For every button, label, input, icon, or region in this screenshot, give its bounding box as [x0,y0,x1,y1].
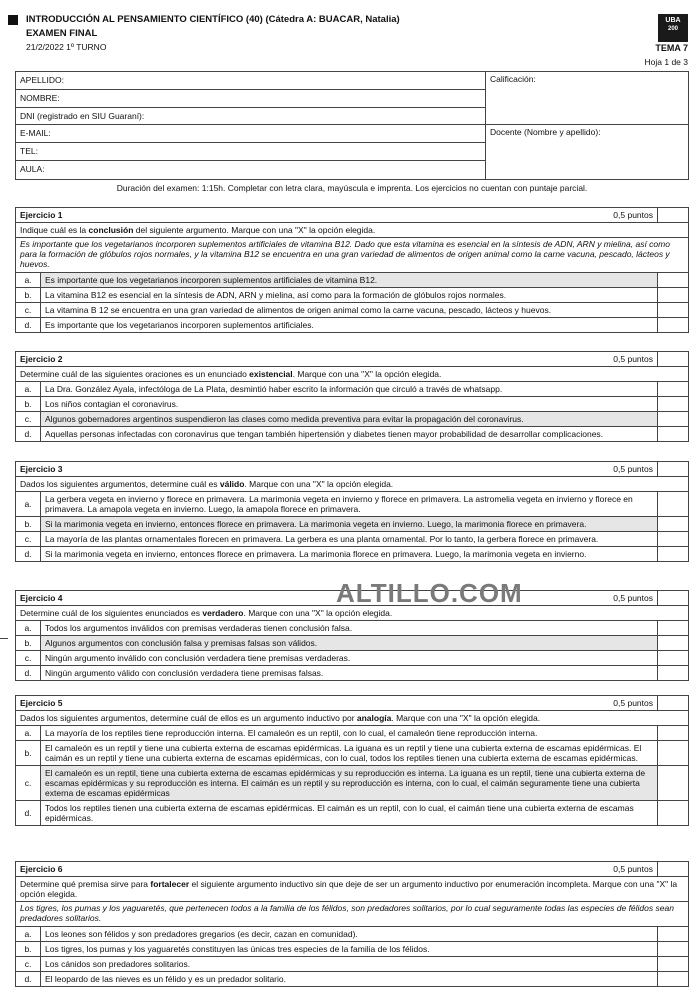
instruction-text: . Marque con una "X" la opción elegida. [391,713,541,723]
field-apellido[interactable]: APELLIDO: [16,72,485,90]
option-row [16,517,688,532]
answer-checkbox[interactable] [657,927,688,941]
exercise-instruction [16,877,688,902]
option-letter: d. [16,666,41,680]
exercise-points: 0,5 puntos [613,864,653,874]
option-text: Es importante que los vegetarianos incorporen suplementos artificiales. [45,320,314,330]
option-row [16,636,688,651]
exercise-2 [15,351,689,442]
option-letter: a. [16,273,41,287]
exercise-header [16,208,688,223]
option-letter: b. [16,397,41,411]
instruction-keyword: existencial [249,369,293,379]
exercise-points: 0,5 puntos [613,354,653,364]
option-text: Los cánidos son predadores solitarios. [45,959,191,969]
option-text: El camaleón es un reptil, tiene una cubierta externa de escamas epidérmicas y su reproducción es interna. La iguana es un reptil, tiene una cubierta externa de escamas epidérmicas y su reproducción es interna. El caimán es un reptil y su reproducción es interna, con lo cual, el caimán seguramente tiene una cubierta externa de escamas epidérmicas [41,766,657,800]
answer-checkbox[interactable] [657,273,688,287]
option-row [16,492,688,517]
instruction-keyword: válido [219,479,245,489]
option-text: El leopardo de las nieves es un félido y es un predador solitario. [45,974,286,984]
instruction-text: Dados los siguientes argumentos, determine cuál de ellos es un argumento inductivo por [20,713,357,723]
answer-checkbox[interactable] [657,621,688,635]
answer-checkbox[interactable] [657,517,688,531]
option-text: La vitamina B12 es esencial en la síntesis de ADN, ARN y mielina, así como para la formación de glóbulos rojos normales. [45,290,507,300]
option-text: Si la marimonia vegeta en invierno, entonces florece en primavera. La marimonia florece en primavera. Luego, la marimonia vegeta en invierno. [45,549,587,559]
option-row [16,726,688,741]
option-row [16,273,688,288]
option-letter: a. [16,927,41,941]
answer-checkbox[interactable] [657,492,688,516]
exercise-argument: Los tigres, los pumas y los yaguaretés, que pertenecen todos a la familia de los félidos, son predadores solitarios, por lo cual seguramente todas las especies de félidos sean predadores solitarios. [16,902,688,927]
option-letter: c. [16,957,41,971]
answer-checkbox[interactable] [657,382,688,396]
answer-checkbox[interactable] [657,741,688,765]
option-row [16,303,688,318]
option-row [16,651,688,666]
instruction-text: el siguiente argumento inductivo sin que deje de ser un argumento inductivo por enumeración incompleta. Marque con una "X" la opción elegida. [20,879,678,899]
option-row [16,621,688,636]
exercise-points: 0,5 puntos [613,698,653,708]
page-number: Hoja 1 de 3 [644,57,688,67]
instruction-text: del siguiente argumento. Marque con una "X" la opción elegida. [133,225,376,235]
exercise-argument: Es importante que los vegetarianos incorporen suplementos artificiales de vitamina B12. Dado que esta vitamina es esencial en la síntesis de ADN, ARN y mielina, así como para la formación de glóbulos rojos normales, y la vitamina B12 se encuentra en una gran variedad de alimentos de origen animal como la carne vacuna, pescado, lácteos y huevos. [16,238,688,273]
grading-area [486,72,688,179]
option-row [16,766,688,801]
exercise-instruction [16,711,688,726]
option-letter: d. [16,801,41,825]
option-row [16,427,688,441]
option-letter: b. [16,288,41,302]
student-id-box [15,71,689,180]
option-letter: c. [16,412,41,426]
option-text: Algunos argumentos con conclusión falsa y premisas falsas son válidos. [41,636,657,650]
option-text: La mayoría de las plantas ornamentales florecen en primavera. La gerbera es una planta ornamental. Por lo tanto, la gerbera florece en primavera. [45,534,599,544]
exercise-points: 0,5 puntos [613,593,653,603]
answer-checkbox[interactable] [657,972,688,986]
option-text: Ningún argumento válido con conclusión verdadera tiene premisas falsas. [45,668,324,678]
answer-checkbox[interactable] [657,666,688,680]
exercise-title: Ejercicio 2 [20,354,63,364]
option-letter: b. [16,942,41,956]
option-row [16,382,688,397]
instruction-text: Indique cuál es la [20,225,89,235]
option-letter: c. [16,532,41,546]
exam-date: 21/2/2022 1º TURNO [26,42,107,52]
exercise-header [16,862,688,877]
exercise-title: Ejercicio 6 [20,864,63,874]
score-box[interactable] [657,208,688,222]
margin-mark [0,638,8,639]
option-text: La mayoría de los reptiles tiene reproducción interna. El camaleón es un reptil, con lo cual, el camaleón tiene reproducción interna. [45,728,538,738]
logo-text-top: UBA [665,17,681,24]
option-text: Los tigres, los pumas y los yaguaretés constituyen las únicas tres especies de la familia de los félidos. [45,944,430,954]
option-text: Aquellas personas infectadas con coronavirus que tengan también hipertensión y diabetes tienen mayor probabilidad de desarrollar complicaciones. [45,429,604,439]
option-text: La gerbera vegeta en invierno y florece en primavera. La marimonia vegeta en invierno y florece en primavera. La astromelia vegeta en invierno y florece en primavera. La amapola vegeta en invierno. Luego, la amapola florece en primavera. [45,494,633,514]
answer-checkbox[interactable] [657,636,688,650]
option-text: La Dra. González Ayala, infectóloga de La Plata, desmintió haber escrito la información que circuló a través de whatsapp. [45,384,503,394]
calificacion-field[interactable]: Calificación: [486,72,688,125]
exercise-5 [15,695,689,826]
instruction-keyword: verdadero [202,608,244,618]
exercise-header [16,462,688,477]
option-letter: c. [16,303,41,317]
instruction-keyword: conclusión [88,225,134,235]
exercise-header [16,696,688,711]
exercise-header [16,352,688,367]
option-row [16,318,688,332]
id-fields [16,72,486,179]
answer-checkbox[interactable] [657,766,688,800]
answer-checkbox[interactable] [657,318,688,332]
course-title: INTRODUCCIÓN AL PENSAMIENTO CIENTÍFICO (40) (Cátedra A: BUACAR, Natalia) [26,14,400,25]
option-letter: a. [16,382,41,396]
answer-checkbox[interactable] [657,288,688,302]
header-marker [8,15,18,25]
exercise-title: Ejercicio 1 [20,210,63,220]
instruction-text: Determine cuál de las siguientes oraciones es un enunciado [20,369,250,379]
option-row [16,927,688,942]
field-nombre[interactable]: NOMBRE: [16,90,485,108]
answer-checkbox[interactable] [657,957,688,971]
option-letter: b. [16,636,41,650]
exercise-title: Ejercicio 5 [20,698,63,708]
option-letter: a. [16,492,41,516]
instruction-keyword: analogía [356,713,392,723]
answer-checkbox[interactable] [657,942,688,956]
answer-checkbox[interactable] [657,651,688,665]
instruction-keyword: fortalecer [150,879,190,889]
instruction-text: . Marque con una "X" la opción elegida. [244,479,394,489]
exam-type: EXAMEN FINAL [26,28,98,39]
option-row [16,957,688,972]
option-row [16,532,688,547]
exercise-title: Ejercicio 4 [20,593,63,603]
option-letter: a. [16,621,41,635]
answer-checkbox[interactable] [657,397,688,411]
instruction-text: Determine qué premisa sirve para [20,879,151,889]
field-dni[interactable]: DNI (registrado en SIU Guaraní): [16,108,485,126]
option-letter: b. [16,517,41,531]
option-text: El camaleón es un reptil y tiene una cubierta externa de escamas epidérmicas. La iguana es un reptil y tiene una cubierta externa de escamas epidérmicas. El caimán es un reptil y tiene una cubierta externa de escamas epidérmicas, con lo cual, todos los reptiles tienen una cubierta externa de escamas epidérmicas. [45,743,642,763]
option-letter: d. [16,972,41,986]
option-text: Los niños contagian el coronavirus. [45,399,179,409]
answer-checkbox[interactable] [657,427,688,441]
field-email[interactable]: E-MAIL: [16,125,485,143]
option-row [16,547,688,561]
answer-checkbox[interactable] [657,303,688,317]
score-box[interactable] [657,862,688,876]
option-letter: c. [16,651,41,665]
option-row [16,412,688,427]
watermark: ALTILLO.COM [336,578,523,608]
option-row [16,741,688,766]
instruction-text: . Marque con una "X" la opción elegida. [243,608,393,618]
score-box[interactable] [657,352,688,366]
docente-field[interactable]: Docente (Nombre y apellido): [490,127,601,137]
score-box[interactable] [657,591,688,605]
answer-checkbox[interactable] [657,547,688,561]
exercise-points: 0,5 puntos [613,210,653,220]
tema-label: TEMA 7 [655,43,688,53]
option-letter: d. [16,318,41,332]
exercise-instruction [16,367,688,382]
exercise-title: Ejercicio 3 [20,464,63,474]
instruction-text: Dados los siguientes argumentos, determine cuál es [20,479,220,489]
option-letter: a. [16,726,41,740]
option-text: La vitamina B 12 se encuentra en una gran variedad de alimentos de origen animal como la carne vacuna, pescado, lácteos y huevos. [45,305,552,315]
option-text: Es importante que los vegetarianos incorporen suplementos artificiales de vitamina B12. [41,273,657,287]
option-text: Los leones son félidos y son predadores gregarios (es decir, cazan en comunidad). [45,929,358,939]
exercise-3 [15,461,689,562]
exam-header [8,12,692,70]
option-text: Ningún argumento inválido con conclusión verdadera tiene premisas verdaderas. [45,653,351,663]
option-row [16,666,688,680]
option-row [16,288,688,303]
answer-checkbox[interactable] [657,532,688,546]
uba-logo [658,14,688,42]
answer-checkbox[interactable] [657,801,688,825]
logo-text-bottom: 200 [667,26,678,32]
exercise-points: 0,5 puntos [613,464,653,474]
exercise-1 [15,207,689,333]
option-text: Todos los reptiles tienen una cubierta externa de escamas epidérmicas. El caimán es un reptil, con lo cual, el caimán tiene una cubierta externa de escamas epidérmicas. [45,803,634,823]
option-text: Todos los argumentos inválidos con premisas verdaderas tienen conclusión falsa. [45,623,353,633]
instruction-text: . Marque con una "X" la opción elegida. [292,369,442,379]
option-letter: c. [16,766,41,800]
option-row [16,972,688,986]
option-text: Si la marimonia vegeta en invierno, entonces florece en primavera. La marimonia vegeta en invierno. Luego, la marimonia florece en primavera. [41,517,657,531]
option-letter: d. [16,427,41,441]
field-aula[interactable]: AULA: [20,163,45,174]
exercise-instruction [16,477,688,492]
option-row [16,397,688,412]
exercise-instruction [16,223,688,238]
instruction-text: Determine cuál de los siguientes enunciados es [20,608,203,618]
answer-checkbox[interactable] [657,412,688,426]
score-box[interactable] [657,462,688,476]
score-box[interactable] [657,696,688,710]
option-text: Algunos gobernadores argentinos suspendieron las clases como medida preventiva para evitar la propagación del coronavirus. [41,412,657,426]
duration-note: Duración del examen: 1:15h. Completar con letra clara, mayúscula e imprenta. Los ejercicios no cuentan con puntaje parcial. [116,183,588,193]
answer-checkbox[interactable] [657,726,688,740]
option-letter: b. [16,741,41,765]
option-row [16,801,688,825]
field-tel[interactable]: TEL: [16,143,485,161]
option-letter: d. [16,547,41,561]
option-row [16,942,688,957]
exercise-6 [15,861,689,987]
